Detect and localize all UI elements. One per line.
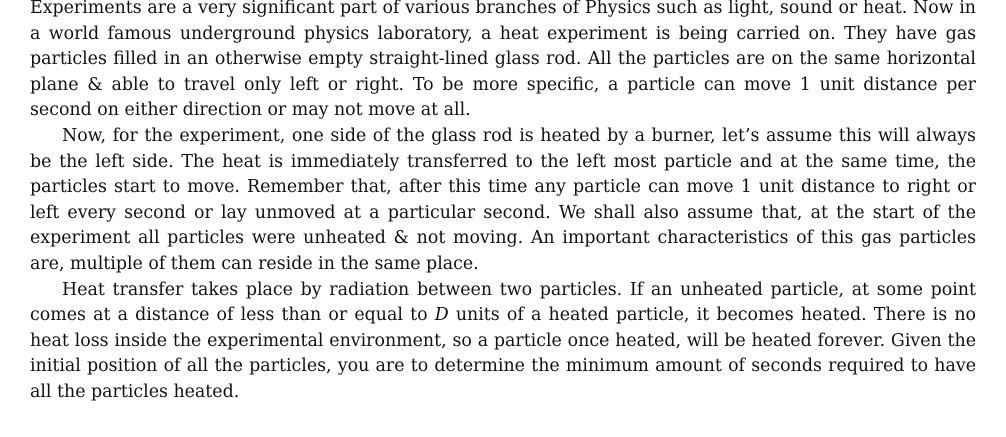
heat-transfer-text-after: units of a heated particle, it becomes heated. There is no heat loss inside the experimental environment, so a particle once heated, will be heated forever. Given the initial position of all the particles, you are to determine the minimum amount of seconds required to have all the particles heated. bbox=[30, 305, 976, 402]
heat-transfer-text-before: Heat transfer takes place by radiation between two particles. If an unheated particle, at some point comes at a distance of less than or equal to bbox=[30, 279, 976, 326]
paragraph-intro: Experiments are a very significant part of various branches of Physics such as light, sound or heat. Now in a world famous underground physics laboratory, a heat experiment is being carried on. They have gas particles filled in an otherwise empty straight-lined glass rod. All the particles are on the same horizontal plane & able to travel only left or right. To be more specific, a particle can move 1 unit distance per second on either direction or may not move at all. bbox=[30, 0, 976, 121]
distance-variable-d: D bbox=[434, 305, 449, 326]
paragraph-experiment-setup: Now, for the experiment, one side of the glass rod is heated by a burner, let’s assume this will always be the left side. The heat is immediately transferred to the left most particle and at the same time, the particles start to move. Remember that, after this time any particle can move 1 unit distance to right or left every second or lay unmoved at a particular second. We shall also assume that, at the start of the experiment all particles were unheated & not moving. An important characteristics of this gas particles are, multiple of them can reside in the same place. bbox=[30, 125, 976, 274]
problem-statement bbox=[30, 0, 976, 406]
paragraph-heat-transfer bbox=[30, 278, 976, 406]
